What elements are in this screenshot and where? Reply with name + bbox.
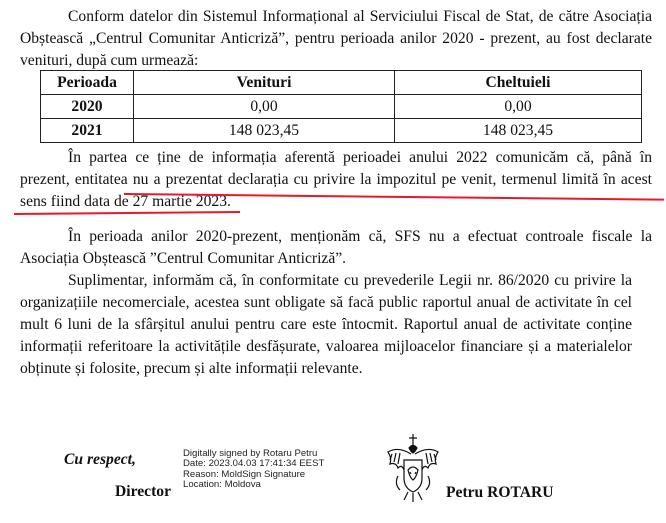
intro-line-3: venituri, după cum urmează: (20, 52, 199, 69)
law-line-3: mult 6 luni de la sfârșitul anului pentru care este întocmit. Raportul anual de activitate conține (20, 316, 632, 333)
controls-line-1: În perioada anilor 2020-prezent, menționăm că, SFS nu a efectuat controale fiscale la (68, 228, 652, 245)
digital-date: Date: 2023.04.03 17:41:34 EEST (183, 458, 325, 470)
intro-line-2: Obștească „Centrul Comunitar Anticriză”, pentru perioada anilor 2020 - prezent, au fost declarate (20, 30, 652, 47)
cell-income: 148 023,45 (134, 119, 395, 143)
cell-period: 2020 (41, 95, 134, 119)
table-row (41, 95, 642, 119)
law-line-2: organizațiile necomerciale, acestea sunt obligate să facă public raportul anual de activitate în cel (20, 294, 632, 311)
digital-signed-by: Digitally signed by Rotaru Petru (183, 448, 318, 459)
cell-income: 0,00 (134, 95, 395, 119)
declaration-line-1: În partea ce ține de informația aferentă perioadei anului 2022 comunicăm că, până în (68, 149, 652, 166)
table-header-row (41, 71, 642, 95)
law-line-4: informații referitoare la activitățile desfășurate, valoarea mijloacelor financiare și a materialelor (20, 338, 632, 355)
declaration-line-3: sens fiind data de 27 martie 2023. (20, 193, 231, 210)
income-expense-table (40, 70, 642, 143)
cell-period: 2021 (41, 119, 134, 143)
law-paragraph (20, 270, 632, 380)
coat-of-arms-icon (384, 432, 442, 504)
controls-line-2: Asociația Obștească ”Centrul Comunitar Anticriză”. (20, 250, 347, 267)
declaration-line-2: prezent, entitatea nu a prezentat declarația cu privire la impozitul pe venit, termenul limită în acest (20, 171, 652, 188)
closing-phrase: Cu respect, (64, 451, 136, 468)
header-period: Perioada (41, 71, 134, 95)
cell-expenses: 0,00 (395, 95, 642, 119)
table-row (41, 119, 642, 143)
header-expenses: Cheltuieli (395, 71, 642, 95)
cell-expenses: 148 023,45 (395, 119, 642, 143)
signer-title: Director (115, 483, 171, 500)
intro-line-1: Conform datelor din Sistemul Informațional al Serviciului Fiscal de Stat, de către Asociația (68, 8, 652, 25)
controls-paragraph (20, 226, 652, 270)
intro-paragraph (20, 6, 652, 72)
digital-signature-stamp (183, 449, 324, 491)
digital-location: Location: Moldova (183, 479, 261, 491)
header-income: Venituri (134, 71, 395, 95)
digital-reason: Reason: MoldSign Signature (183, 468, 306, 480)
law-line-1: Suplimentar, informăm că, în conformitate cu prevederile Legii nr. 86/2020 cu privire la (68, 272, 632, 289)
law-line-5: obținute și folosite, precum și alte informații relevante. (20, 360, 363, 377)
signer-name: Petru ROTARU (446, 484, 554, 501)
declaration-paragraph (20, 147, 652, 213)
